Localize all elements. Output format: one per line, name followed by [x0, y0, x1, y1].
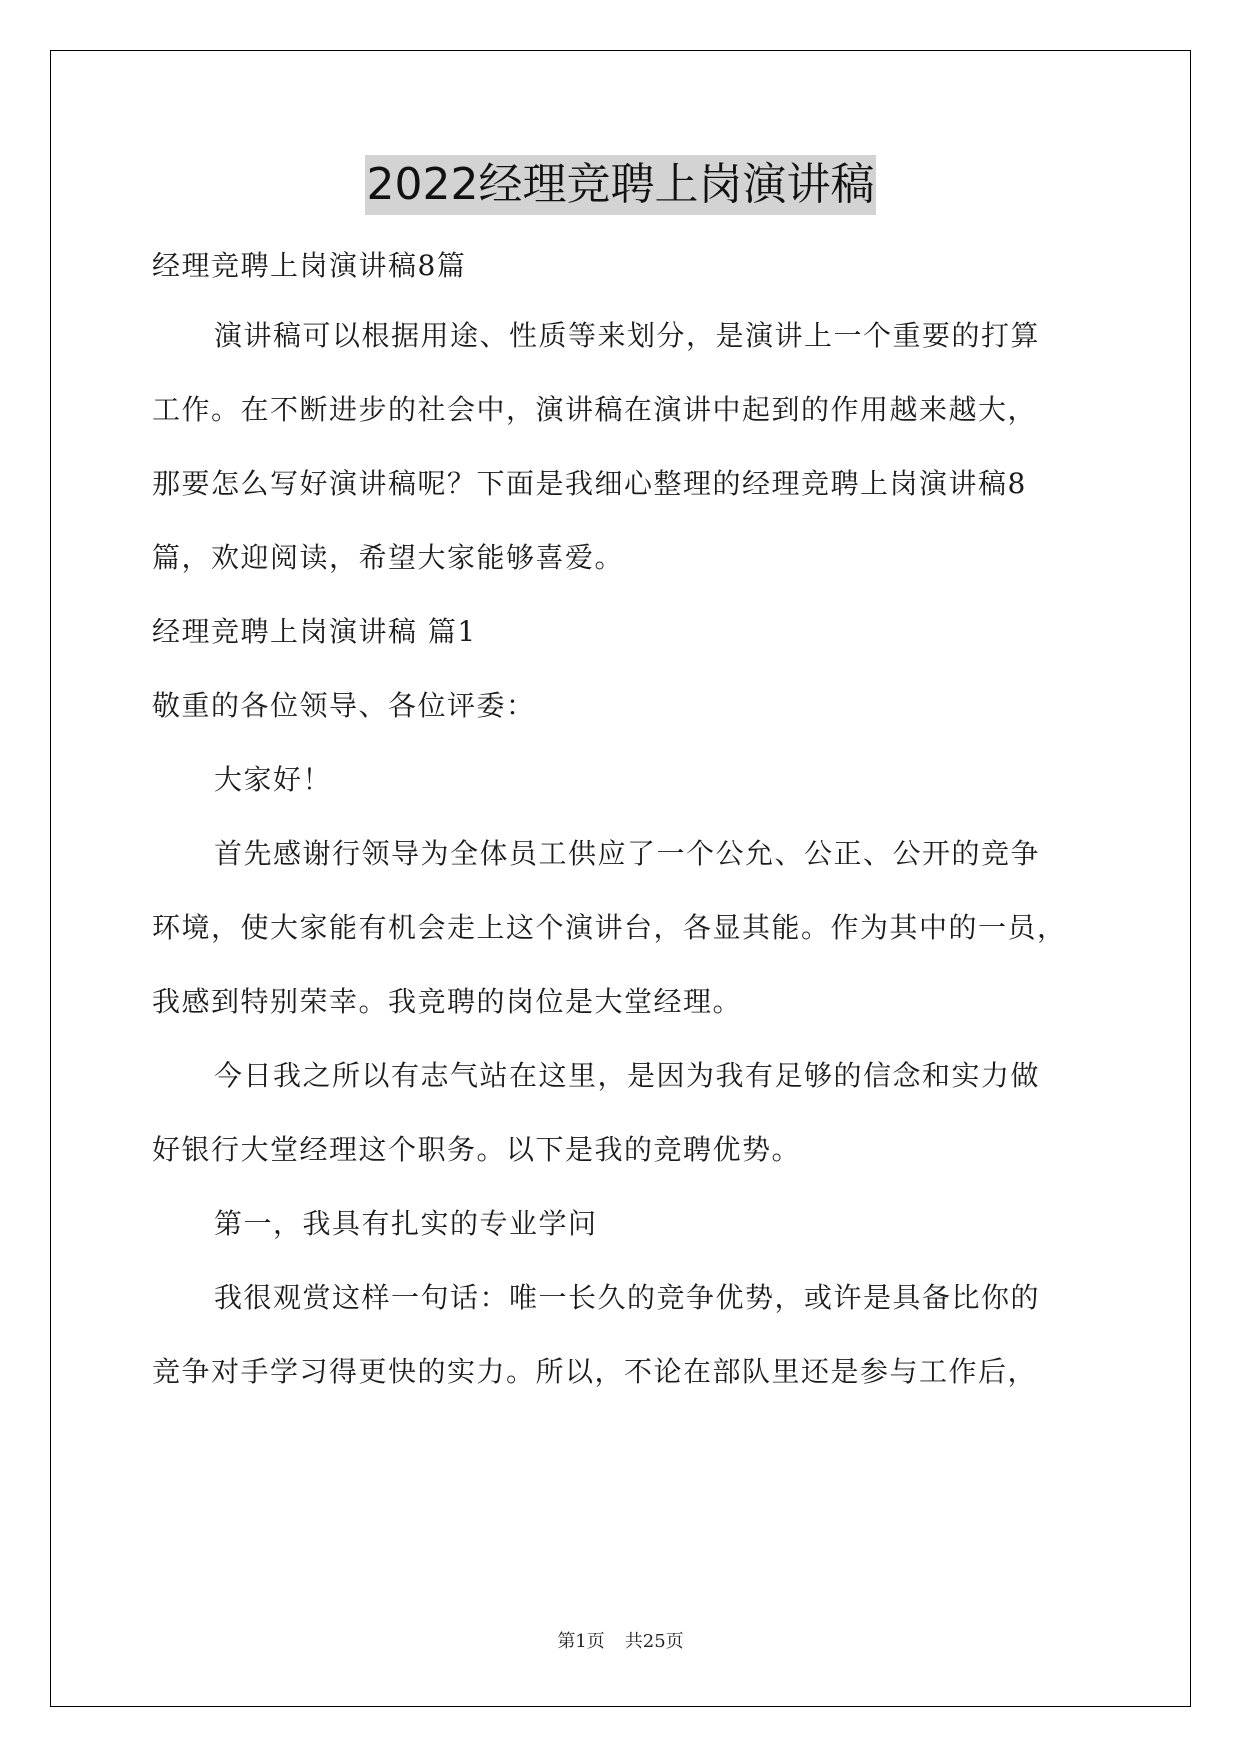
paragraph-line: 我很观赏这样一句话：唯一长久的竞争优势，或许是具备比你的 [214, 1281, 1041, 1314]
paragraph-line: 我感到特别荣幸。我竞聘的岗位是大堂经理。 [152, 985, 743, 1018]
paragraph-line: 环境，使大家能有机会走上这个演讲台，各显其能。作为其中的一员， [152, 911, 1067, 944]
paragraph-line: 工作。在不断进步的社会中，演讲稿在演讲中起到的作用越来越大， [152, 393, 1038, 426]
section-heading: 经理竞聘上岗演讲稿 篇1 [152, 615, 477, 648]
subtitle-line: 经理竞聘上岗演讲稿8篇 [152, 249, 467, 282]
page-footer [0, 1630, 1241, 1654]
paragraph-line: 今日我之所以有志气站在这里，是因为我有足够的信念和实力做 [214, 1059, 1041, 1092]
paragraph-line: 竞争对手学习得更快的实力。所以，不论在部队里还是参与工作后， [152, 1355, 1038, 1388]
paragraph-line: 好银行大堂经理这个职务。以下是我的竞聘优势。 [152, 1133, 802, 1166]
document-title-text: 2022经理竞聘上岗演讲稿 [365, 155, 877, 215]
page-number: 第1页 [557, 1631, 605, 1652]
paragraph-line: 首先感谢行领导为全体员工供应了一个公允、公正、公开的竞争 [214, 837, 1041, 870]
document-title [0, 155, 1241, 215]
point-heading: 第一，我具有扎实的专业学问 [214, 1207, 598, 1240]
paragraph-line: 演讲稿可以根据用途、性质等来划分，是演讲上一个重要的打算 [214, 319, 1041, 352]
salutation-line: 敬重的各位领导、各位评委： [152, 689, 536, 722]
page-border [50, 50, 1191, 1707]
paragraph-line: 篇，欢迎阅读，希望大家能够喜爱。 [152, 541, 625, 574]
paragraph-line: 那要怎么写好演讲稿呢？下面是我细心整理的经理竞聘上岗演讲稿8 [152, 467, 1027, 500]
page-total: 共25页 [624, 1631, 684, 1652]
greeting-line: 大家好！ [214, 763, 333, 796]
